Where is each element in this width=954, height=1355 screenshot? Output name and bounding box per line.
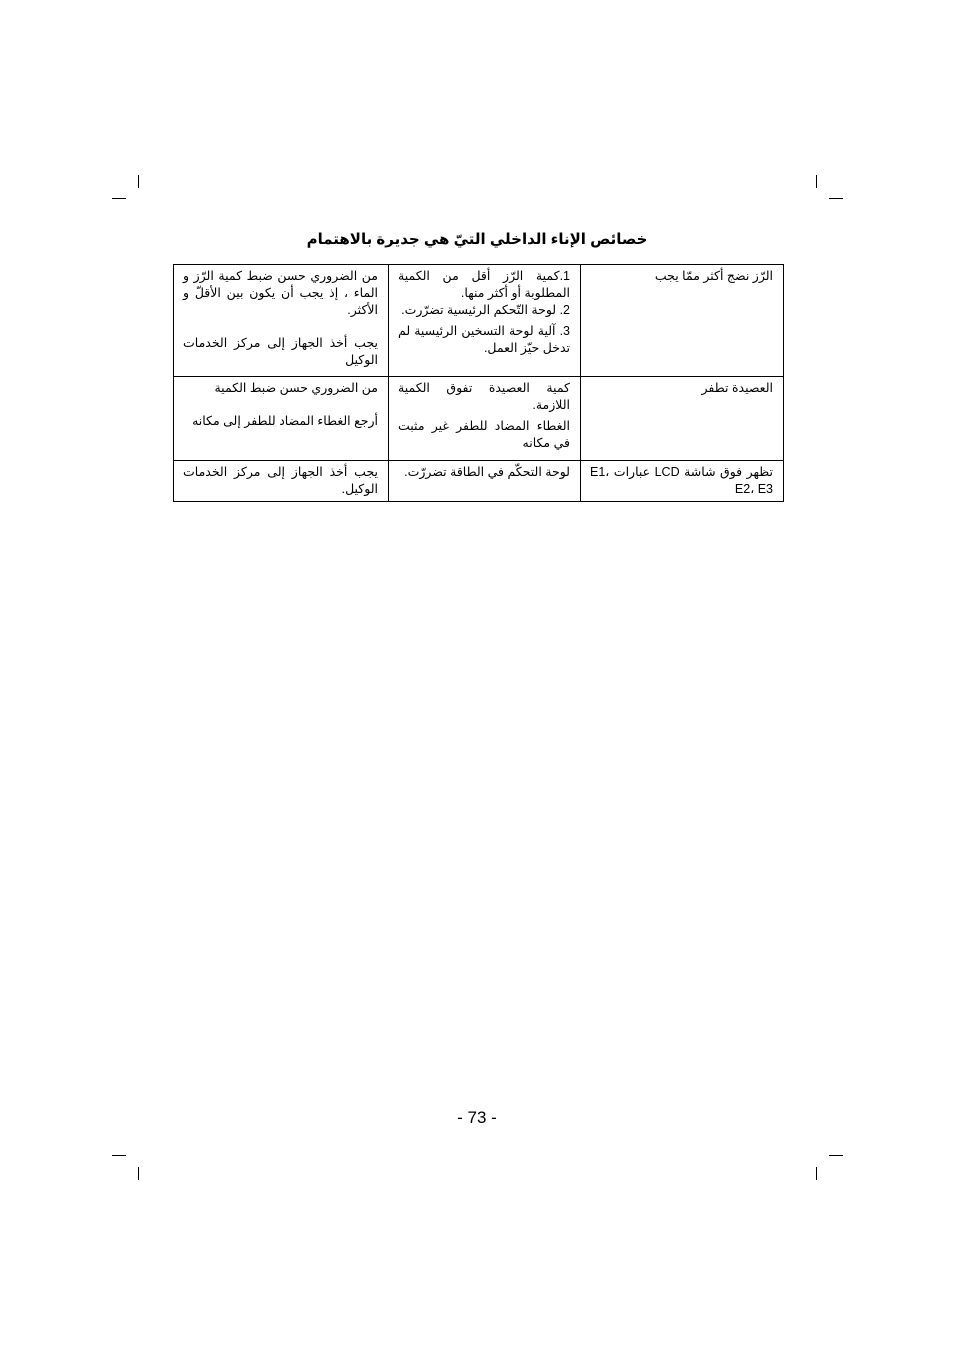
cause-item: لوحة التحكّم في الطاقة تضررّت.: [404, 465, 570, 479]
cause-item: الغطاء المضاد للطفر غير مثبت في مكانه: [398, 419, 570, 450]
solution-item: من الضروري حسن ضبط الكمية: [214, 381, 378, 395]
problem-text: الرّز نضج أكثر ممّا يجب: [654, 269, 773, 283]
cause-cell: [389, 377, 581, 461]
solution-cell: [174, 377, 389, 461]
crop-mark-top-left-vertical: [138, 175, 139, 188]
cause-item: 3. آلية لوحة التسخين الرئيسية لم تدخل حيّز العمل.: [398, 324, 570, 355]
cause-item: كمية العصيدة تفوق الكمية اللازمة.: [398, 381, 570, 412]
problem-cell: [581, 377, 784, 461]
crop-mark-top-left-horizontal: [112, 198, 126, 199]
page-number: - 73 -: [457, 1108, 497, 1127]
problem-cell: [581, 461, 784, 502]
crop-mark-top-right-vertical: [816, 175, 817, 188]
solution-cell: [174, 461, 389, 502]
cause-cell: [389, 461, 581, 502]
cause-item: 1.كمية الرّز أقل من الكمية المطلوبة أو أكثر منها.: [398, 269, 570, 300]
solution-item: من الضروري حسن ضبط كمية الرّز و الماء ، إذ يجب أن يكون بين الأقلّ و الأكثر.: [183, 269, 378, 317]
table-row: [174, 461, 784, 502]
crop-mark-bottom-left-vertical: [138, 1167, 139, 1180]
crop-mark-bottom-right-vertical: [816, 1167, 817, 1180]
problem-text: العصيدة تطفر: [701, 381, 773, 395]
table-row: [174, 265, 784, 377]
cause-item: 2. لوحة التّحكم الرئيسية تضرّرت.: [401, 303, 570, 317]
crop-mark-bottom-left-horizontal: [112, 1155, 126, 1156]
problem-cell: [581, 265, 784, 377]
solution-item: يجب أخذ الجهاز إلى مركز الخدمات الوكيل: [183, 336, 378, 367]
solution-cell: [174, 265, 389, 377]
table-row: [174, 377, 784, 461]
solution-item: يجب أخذ الجهاز إلى مركز الخدمات الوكيل.: [183, 465, 378, 496]
crop-mark-bottom-right-horizontal: [829, 1155, 843, 1156]
crop-mark-top-right-horizontal: [829, 198, 843, 199]
page-title: خصائص الإناء الداخلي التيّ هي جديرة بالاهتمام: [306, 231, 648, 248]
cause-cell: [389, 265, 581, 377]
troubleshooting-table: [173, 264, 784, 502]
solution-item: أرجع الغطاء المضاد للطفر إلى مكانه: [192, 414, 378, 428]
problem-text: تظهر فوق شاشة LCD عبارات E1، E2، E3: [590, 465, 773, 496]
